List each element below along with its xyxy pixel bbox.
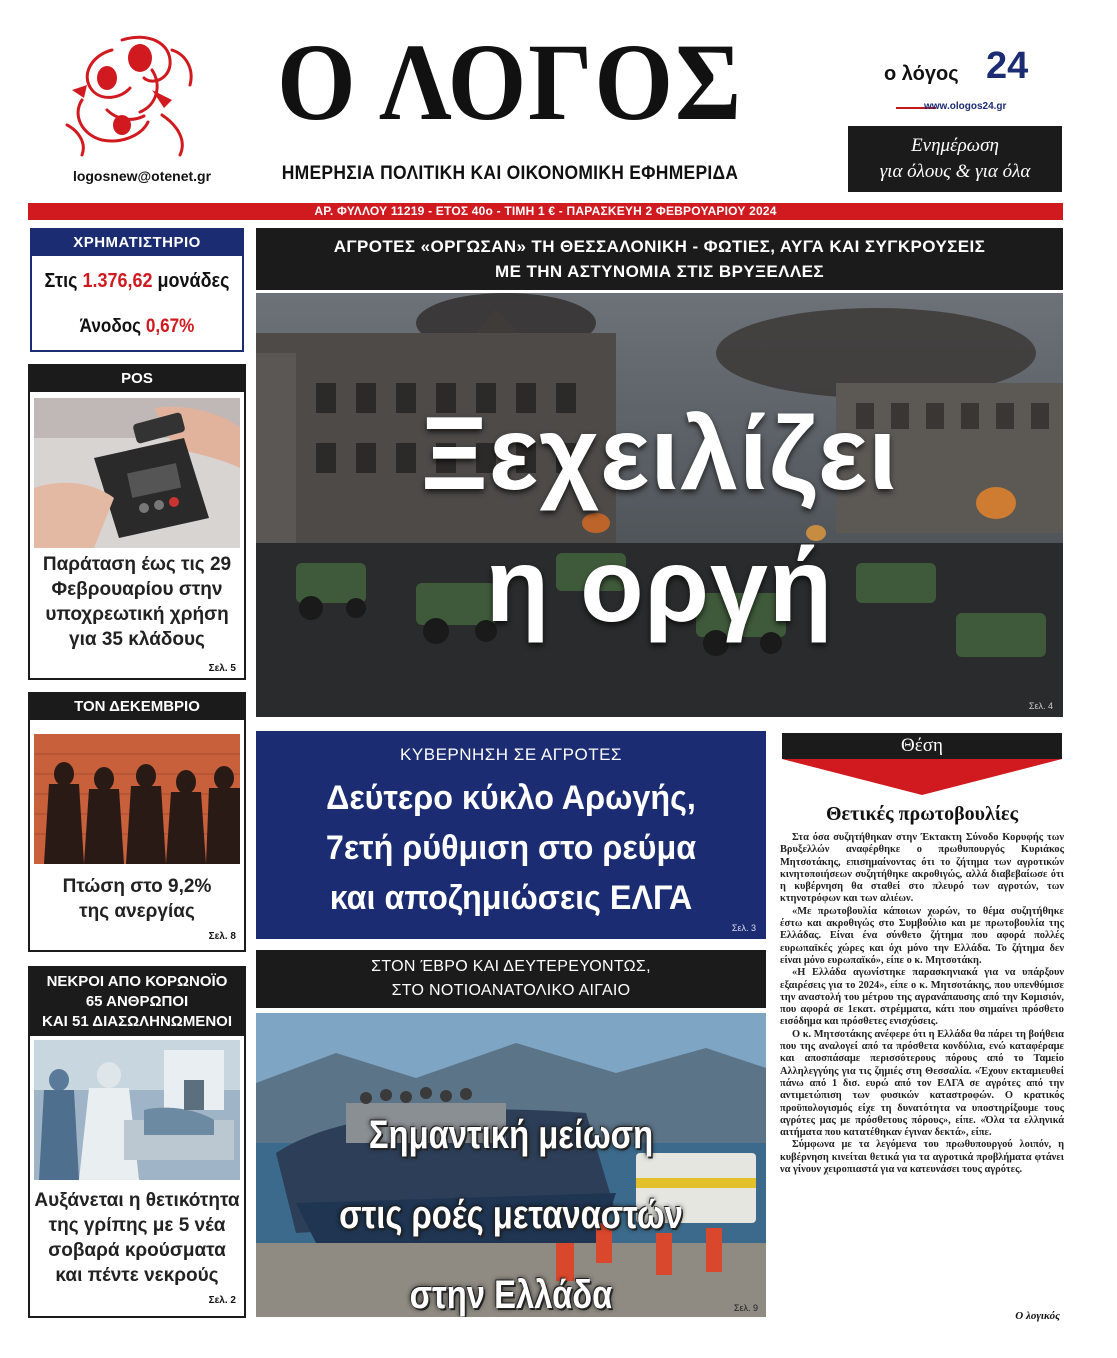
migration-photo[interactable] <box>256 1013 766 1317</box>
government-headline-line: Δεύτερο κύκλο Αρωγής, <box>326 779 696 817</box>
unemployment-photo <box>34 734 240 864</box>
government-kicker: ΚΥΒΕΡΝΗΣΗ ΣΕ ΑΓΡΟΤΕΣ <box>400 745 622 764</box>
unemployment-headline <box>30 874 244 924</box>
covid-header-line: ΝΕΚΡΟΙ ΑΠΟ ΚΟΡΩΝΟΪΟ <box>46 973 228 990</box>
pos-headline-line: Φεβρουαρίου στην <box>51 579 223 600</box>
government-article[interactable] <box>256 731 766 939</box>
logos24-number: 24 <box>986 45 1029 87</box>
opinion-paragraph: Ο κ. Μητσοτάκης ανέφερε ότι η Ελλάδα θα πάρει τη βοήθεια που της αναλογεί από τα πρόσθετα κονδύλια, ενώ καταφέραμε και αποσπάσαμε περισσότερους πόρους από το Ταμείο Αλληλεγγύης για τις ζημιές στη Θεσσαλία. «Έχουν εκταμιευθεί πάνω από 1 δισ. ευρώ από τον ΕΛΓΑ σε αγρότες από την αντιμετώπιση των φυσικών καταστροφών. Ο κρατικός προϋπολογισμός είχε τη δυνατότητα να υποστηρίξουμε τους αγρότες μας με πρόσθετους πόρους», είπε. «Όλα τα ελληνικά αιτήματα που κατατέθηκαν έγιναν δεκτά», είπε. <box>780 1028 1064 1139</box>
stock-change-label: Άνοδος <box>79 316 146 337</box>
opinion-paragraph: «Η Ελλάδα αγωνίστηκε παρασκηνιακά για να υπάρξουν εξαιρέσεις για το 2024», είπε ο κ. Μητσοτάκης, που υπενθύμισε την αναστολή του μέτρου της αγρανάπαυσης από την Κομισιόν, που αφορά σε 1εκατ. στρέμματα, κάτι που σημαίνει πρόσθετο εισόδημα και πρόσθετες ενισχύσεις. <box>780 967 1064 1028</box>
page-reference: Σελ. 3 <box>731 923 756 933</box>
migration-headline-line: Σημαντική μείωση <box>368 1113 654 1157</box>
logos24-brand: ο λόγος <box>884 63 959 85</box>
pos-photo <box>34 398 240 548</box>
opinion-paragraph: «Με πρωτοβουλία κάποιων χωρών, το θέμα συζητήθηκε έστω και ακροθιγώς στο Συμβούλιο και με πρωτοβουλία της Ελλάδας. Είναι ένα σύνθετο ζήτημα που αφορά πολλές ευρωπαϊκές χώρες και όχι μόνο την Ελλάδα. Το ζήτημα δεν είναι μόνο ευρωπαϊκό», είπε ο κ. Μητσοτάκη. <box>780 905 1064 966</box>
opinion-title: Θετικές πρωτοβουλίες <box>825 803 1019 825</box>
opinion-body <box>780 832 1064 1176</box>
contact-email[interactable]: logosnew@otenet.gr <box>72 168 212 184</box>
slogan-line: για όλους & για όλα <box>879 161 1031 182</box>
stock-change-line <box>43 316 232 338</box>
opinion-paragraph: Σύμφωνα με τα λεγόμενα του πρωθυπουργού λοιπόν, η κυβέρνηση κινείται θετικά για τα αγροτικά προβλήματα φτάνει να γίνουν χειροπιαστά για να κατευνάσει τους αγρότες. <box>780 1139 1064 1176</box>
main-story-photo[interactable] <box>256 293 1063 717</box>
migration-headline <box>302 1095 720 1317</box>
opinion-paragraph: Στα όσα συζητήθηκαν στην Έκτακτη Σύνοδο Κορυφής των Βρυξελλών αναφέρθηκε ο πρωθυπουργός Κυριάκος Μητσοτάκης, επισημαίνοντας ότι το ζήτημα των αγροτικών κινητοποιήσεων συζητήθηκε ακροθιγώς, αλλά διαβεβαίωσε ότι η κυβέρνηση θα σταθεί στο πλευρό των αγροτών, των κτηνοτρόφων και των αλιέων. <box>780 832 1064 905</box>
stock-index-line <box>43 270 232 293</box>
government-headline-line: 7ετή ρύθμιση στο ρεύμα <box>325 829 697 867</box>
migration-kicker-line: ΣΤΟ ΝΟΤΙΟΑΝΑΤΟΛΙΚΟ ΑΙΓΑΙΟ <box>391 982 631 999</box>
covid-headline <box>30 1188 244 1288</box>
page-reference: Σελ. 4 <box>1028 701 1053 711</box>
migration-kicker[interactable] <box>256 950 766 1008</box>
slogan-line: Ενημέρωση <box>911 135 999 156</box>
main-headline-line: Ξεχειλίζει <box>420 396 899 512</box>
page-reference: Σελ. 2 <box>208 1295 236 1306</box>
down-arrow-icon <box>782 759 1062 795</box>
main-kicker-line: ΜΕ ΤΗΝ ΑΣΤΥΝΟΜΙΑ ΣΤΙΣ ΒΡΥΞΕΛΛΕΣ <box>495 262 824 281</box>
covid-headline-line: Αυξάνεται η θετικότητα <box>34 1190 240 1211</box>
stock-market-box[interactable] <box>30 228 244 352</box>
opinion-section-header: Θέση <box>782 733 1062 759</box>
covid-article[interactable] <box>28 966 246 1318</box>
logo-illustration <box>52 30 202 160</box>
covid-header-line: 65 ΑΝΘΡΩΠΟΙ <box>85 993 189 1010</box>
pos-header: POS <box>30 366 244 392</box>
migration-kicker-line: ΣΤΟΝ ΈΒΡΟ ΚΑΙ ΔΕΥΤΕΡΕΥΟΝΤΩΣ, <box>371 958 651 975</box>
logos24-url: www.ologos24.gr <box>924 101 1007 112</box>
main-kicker-line: ΑΓΡΟΤΕΣ «ΟΡΓΩΣΑΝ» ΤΗ ΘΕΣΣΑΛΟΝΙΚΗ - ΦΩΤΙΕΣ, ΑΥΓΑ ΚΑΙ ΣΥΓΚΡΟΥΣΕΙΣ <box>333 237 986 256</box>
government-headline-line: και αποζημιώσεις ΕΛΓΑ <box>329 879 693 917</box>
covid-header-line: ΚΑΙ 51 ΔΙΑΣΩΛΗΝΩΜΕΝΟΙ <box>42 1013 232 1030</box>
main-story-kicker[interactable] <box>256 228 1063 290</box>
main-headline-line: η οργή <box>485 528 834 644</box>
unemployment-header: ΤΟΝ ΔΕΚΕΜΒΡΙΟ <box>30 694 244 720</box>
pos-headline-line: υποχρεωτική χρήση <box>45 604 229 625</box>
covid-headline-line: της γρίπης με 5 νέα <box>48 1215 226 1236</box>
page-reference: Σελ. 5 <box>208 663 236 674</box>
slogan-box <box>848 126 1062 192</box>
pos-article[interactable] <box>28 364 246 680</box>
issue-info: ΑΡ. ΦΥΛΛΟΥ 11219 - ΕΤΟΣ 40ο - ΤΙΜΗ 1 € - ΠΑΡΑΣΚΕΥΗ 2 ΦΕΒΡΟΥΑΡΙΟΥ 2024 <box>314 204 777 218</box>
newspaper-subtitle: ΗΜΕΡΗΣΙΑ ΠΟΛΙΤΙΚΗ ΚΑΙ ΟΙΚΟΝΟΜΙΚΗ ΕΦΗΜΕΡΙΔΑ <box>281 163 739 184</box>
main-headline <box>256 388 1063 652</box>
unemployment-headline-line: Πτώση στο 9,2% <box>62 876 212 897</box>
newspaper-title: Ο ΛΟΓΟΣ <box>277 21 743 143</box>
migration-headline-line: στις ροές μεταναστών στην Ελλάδα <box>339 1193 683 1317</box>
pos-headline <box>30 552 244 652</box>
logos24-logo[interactable] <box>878 45 1038 115</box>
covid-headline-line: και πέντε νεκρούς <box>55 1265 219 1286</box>
stock-header: ΧΡΗΜΑΤΙΣΤΗΡΙΟ <box>32 230 242 256</box>
covid-header <box>30 968 244 1036</box>
pos-headline-line: Παράταση έως τις 29 <box>42 554 232 575</box>
stock-index-value: 1.376,62 <box>82 270 153 292</box>
covid-headline-line: σοβαρά κρούσματα <box>48 1240 226 1261</box>
pos-headline-line: για 35 κλάδους <box>69 629 205 650</box>
page-reference: Σελ. 8 <box>208 931 236 942</box>
stock-prefix: Στις <box>44 270 83 292</box>
page-reference: Σελ. 9 <box>733 1303 758 1313</box>
unemployment-article[interactable] <box>28 692 246 952</box>
stock-suffix: μονάδες <box>152 270 230 292</box>
opinion-signature: Ο λογικός <box>1015 1310 1060 1322</box>
covid-photo <box>34 1040 240 1180</box>
government-headline <box>269 773 754 923</box>
stock-change-value: 0,67% <box>145 316 195 337</box>
unemployment-headline-line: της ανεργίας <box>79 901 195 922</box>
